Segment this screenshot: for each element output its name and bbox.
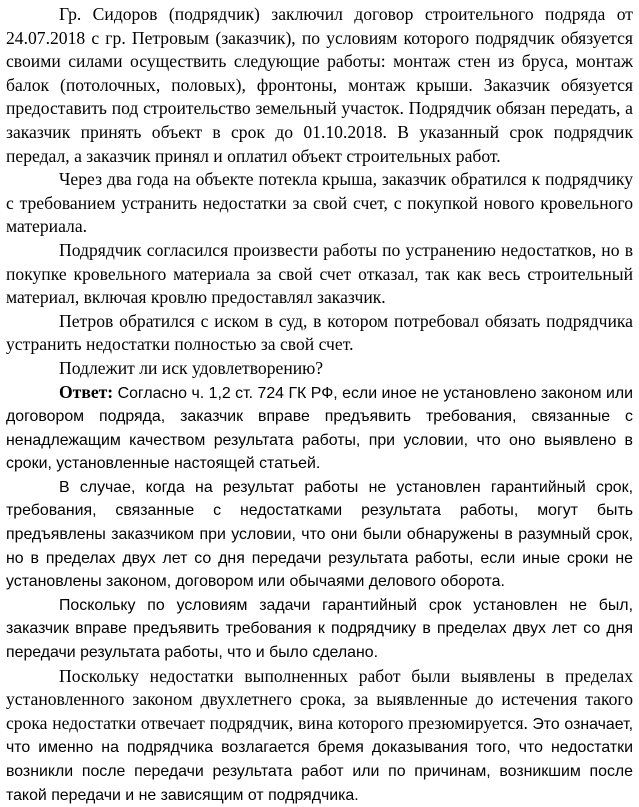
answer-label: Ответ: (59, 381, 114, 402)
paragraph-roof-leak: Через два года на объекте потекла крыша, заказчик обратился к подрядчику с требованием устранить недостатки за свой счет, с покупкой нового кровельного материала. (6, 169, 633, 237)
paragraph-case-facts: Гр. Сидоров (подрядчик) заключил договор строительного подряда от 24.07.2018 с гр. Петровым (заказчик), по условиям которого подрядчик обязуется своими силами осуществить следующие работы: монтаж стен из бруса, монтаж балок (потолочных, половых), фронтоны, монтаж крыши. Заказчик обязуется предоставить под строительство земельный участок. Подрядчик обязан передать, а заказчик принять объект в срок до 01.10.2018. В указанный срок подрядчик передал, а заказчик принял и оплатил объект строительных работ. (6, 4, 633, 166)
paragraph-no-warranty: В случае, когда на результат работы не установлен гарантийный срок, требования, связанные с недостатками результата работы, могут быть предъявлены заказчиком при условии, что они были обнаружены в разумный срок, но в пределах двух лет со дня передачи результата работы, если иные сроки не установлены законом, договором или обычаями делового оборота. (6, 478, 633, 591)
answer-text: Согласно ч. 1,2 ст. 724 ГК РФ, если иное не установлено законом или договором подряда, заказчик вправе предъявить требования, связанные с ненадлежащим качеством результата работы, при условии, что оно выявлено в сроки, установленные настоящей статьей. (6, 384, 633, 473)
paragraph-question: Подлежит ли иск удовлетворению? (59, 357, 324, 378)
paragraph-burden-of-proof (6, 665, 633, 807)
document-page (6, 3, 633, 807)
paragraph-contractor-refusal: Подрядчик согласился произвести работы по устранению недостатков, но в покупке кровельного материала за свой счет отказал, так как весь строительный материал, включая кровлю предоставлял заказчик. (6, 239, 633, 308)
paragraph-answer (6, 381, 633, 476)
paragraph-two-year-claim: Поскольку по условиям задачи гарантийный срок установлен не был, заказчик вправе предъявить требования к подрядчику в пределах двух лет со дня передачи результата работы, что и было сделано. (6, 596, 633, 662)
closing-sans-text: Это означает, что именно на подрядчика возлагается бремя доказывания того, что недостатки возникли после передачи результата работ или по причинам, возникшим после такой передачи и не зависящим от подрядчика. (6, 715, 634, 804)
closing-serif-text: Поскольку недостатки выполненных работ были выявлены в пределах установленного законом двухлетнего срока, за выявленные до истечения такого срока недостатки отвечает подрядчик, вина которого презюмируется. (6, 665, 633, 733)
paragraph-lawsuit: Петров обратился с иском в суд, в котором потребовал обязать подрядчика устранить недостатки полностью за свой счет. (6, 310, 633, 355)
